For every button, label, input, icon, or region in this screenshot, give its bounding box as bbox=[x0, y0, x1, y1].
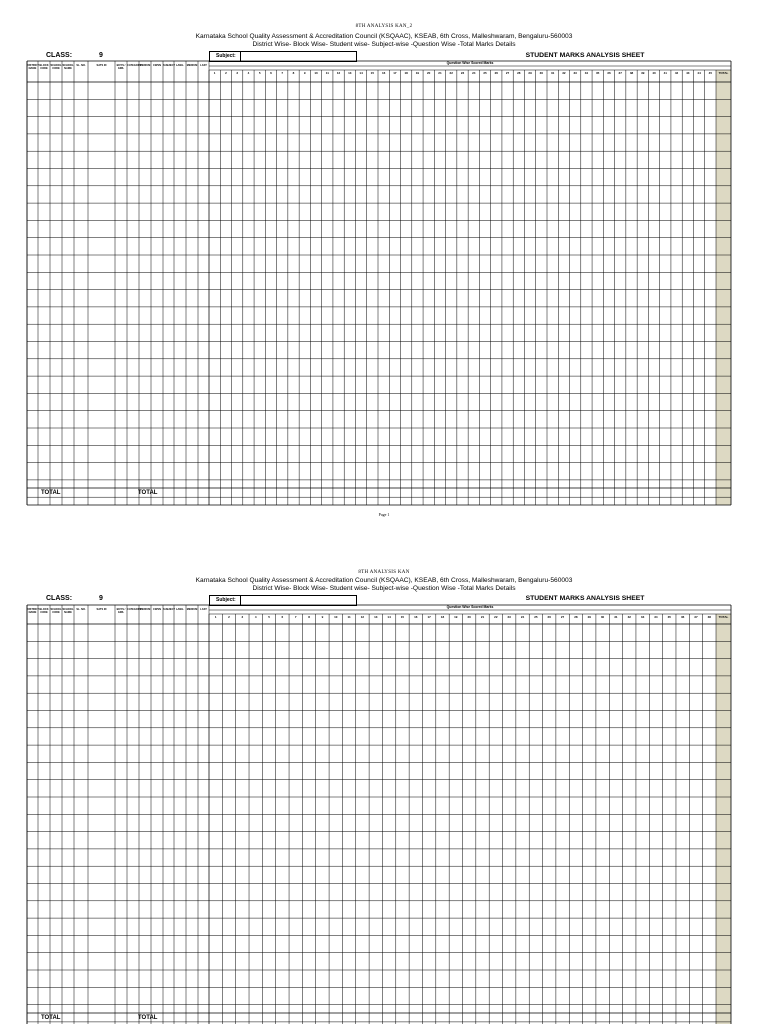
question-number: 24 bbox=[520, 614, 525, 619]
question-number: 12 bbox=[336, 70, 341, 75]
question-number: 1 bbox=[214, 614, 217, 619]
question-number: 28 bbox=[517, 70, 521, 75]
question-number: 24 bbox=[472, 70, 476, 75]
question-number: 6 bbox=[281, 614, 284, 619]
subject-label: Subject: bbox=[216, 597, 236, 603]
column-header: SATS ID bbox=[96, 608, 107, 611]
question-number: 6 bbox=[270, 70, 272, 75]
question-number: 27 bbox=[505, 70, 510, 75]
column-header: LANG. bbox=[175, 608, 185, 611]
column-header: DISTRICT NAME bbox=[27, 608, 39, 614]
question-number: 37 bbox=[694, 614, 698, 619]
question-number: 9 bbox=[303, 70, 306, 75]
question-number: 39 bbox=[641, 70, 645, 75]
column-header: SATS ID bbox=[96, 64, 107, 67]
question-number: 23 bbox=[507, 614, 511, 619]
organization-line: Karnataka School Quality Assessment & Accreditation Council (KSQAAC), KSEAB, 6th Cross, Malleshwaram, Bengaluru-560003 bbox=[195, 33, 573, 40]
question-number: 31 bbox=[614, 614, 618, 619]
column-header: BLOCK CODE bbox=[39, 64, 49, 70]
sheet-page-2 bbox=[0, 560, 768, 1024]
question-number: 22 bbox=[494, 614, 498, 619]
question-number: 25 bbox=[534, 614, 538, 619]
question-group-header: Question Wise Scored Marks bbox=[446, 60, 494, 65]
organization-line: Karnataka School Quality Assessment & Accreditation Council (KSQAAC), KSEAB, 6th Cross, Malleshwaram, Bengaluru-560003 bbox=[195, 577, 573, 584]
question-number: 17 bbox=[427, 614, 431, 619]
class-value: 9 bbox=[99, 52, 103, 59]
question-number: 40 bbox=[652, 70, 656, 75]
question-number: 37 bbox=[618, 70, 622, 75]
document-tag: 8TH ANALYSIS KAN bbox=[358, 570, 410, 575]
column-header: SUBJECT bbox=[163, 64, 176, 67]
total-column-fill bbox=[716, 70, 731, 505]
question-number: 21 bbox=[438, 70, 442, 75]
question-number: 31 bbox=[550, 70, 555, 75]
question-number: 26 bbox=[494, 70, 498, 75]
question-number: 19 bbox=[415, 70, 420, 75]
question-number: 32 bbox=[562, 70, 566, 75]
total-row-label: TOTAL bbox=[41, 490, 61, 496]
question-group-header: Question Wise Scored Marks bbox=[446, 604, 494, 609]
column-header: BOYS / GIRL bbox=[116, 608, 126, 614]
question-number: 45 bbox=[708, 70, 713, 75]
column-header: CATEGORY bbox=[127, 608, 142, 611]
column-header: CWSN bbox=[153, 608, 161, 611]
question-number: 43 bbox=[686, 70, 690, 75]
question-number: 15 bbox=[370, 70, 375, 75]
question-number: 23 bbox=[460, 70, 465, 75]
column-header: SCHOOL NAME bbox=[62, 608, 74, 614]
question-number: 29 bbox=[587, 614, 591, 619]
question-number: 16 bbox=[381, 70, 386, 75]
column-header: MEDIUM bbox=[186, 64, 198, 67]
question-number: 4 bbox=[247, 70, 250, 75]
document-tag: 8TH ANALYSIS KAN_2 bbox=[355, 24, 413, 29]
sheet-title: STUDENT MARKS ANALYSIS SHEET bbox=[525, 595, 645, 602]
question-number: 3 bbox=[236, 70, 238, 75]
question-number: 20 bbox=[427, 70, 431, 75]
question-number: 34 bbox=[584, 70, 589, 75]
question-number: 29 bbox=[528, 70, 532, 75]
question-number: 14 bbox=[359, 70, 363, 75]
total-column-header: TOTAL bbox=[718, 70, 729, 75]
question-number: 38 bbox=[707, 614, 711, 619]
column-header: CATEGORY bbox=[127, 64, 142, 67]
total-column-fill bbox=[716, 614, 731, 1024]
question-number: 3 bbox=[241, 614, 244, 619]
question-number: 8 bbox=[308, 614, 310, 619]
question-number: 20 bbox=[467, 614, 471, 619]
question-number: 8 bbox=[292, 70, 295, 75]
total-column-header: TOTAL bbox=[718, 614, 729, 619]
question-number: 12 bbox=[360, 614, 365, 619]
question-number: 41 bbox=[663, 70, 667, 75]
question-number: 11 bbox=[347, 614, 351, 619]
question-number: 30 bbox=[600, 614, 605, 619]
question-number: 25 bbox=[483, 70, 487, 75]
marks-table-grid bbox=[0, 560, 768, 1024]
question-number: 10 bbox=[314, 70, 318, 75]
question-number: 19 bbox=[454, 614, 458, 619]
question-number: 35 bbox=[596, 70, 600, 75]
question-number: 35 bbox=[667, 614, 671, 619]
report-description: District Wise- Block Wise- Student wise- Subject-wise -Question Wise -Total Marks Details bbox=[252, 41, 516, 48]
page-number: Page 1 bbox=[378, 512, 390, 517]
question-number: 7 bbox=[281, 70, 284, 75]
column-header: SL. NO. bbox=[76, 608, 86, 611]
question-number: 16 bbox=[414, 614, 418, 619]
class-label: CLASS: bbox=[46, 52, 73, 59]
subject-label: Subject: bbox=[216, 53, 236, 59]
question-number: 27 bbox=[560, 614, 565, 619]
column-header: MEDIUM bbox=[186, 608, 198, 611]
question-number: 22 bbox=[449, 70, 453, 75]
column-header: SUBJECT bbox=[163, 608, 176, 611]
question-number: 15 bbox=[400, 614, 405, 619]
column-header: SCHOOL CODE bbox=[50, 608, 62, 614]
column-header: LAST bbox=[200, 608, 207, 611]
column-header: LANG. bbox=[175, 64, 185, 67]
column-header: SCHOOL CODE bbox=[50, 64, 62, 70]
question-number: 38 bbox=[629, 70, 634, 75]
question-number: 9 bbox=[321, 614, 324, 619]
column-header: LAST bbox=[200, 64, 207, 67]
column-header: BLOCK CODE bbox=[39, 608, 49, 614]
column-header: SL. NO. bbox=[76, 64, 86, 67]
question-number: 11 bbox=[325, 70, 329, 75]
column-header: SCHOOL NAME bbox=[62, 64, 74, 70]
question-number: 13 bbox=[374, 614, 378, 619]
question-number: 44 bbox=[697, 70, 701, 75]
question-number: 33 bbox=[573, 70, 577, 75]
question-number: 28 bbox=[574, 614, 578, 619]
report-description: District Wise- Block Wise- Student wise- Subject-wise -Question Wise -Total Marks Details bbox=[252, 585, 516, 592]
sheet-title: STUDENT MARKS ANALYSIS SHEET bbox=[525, 52, 645, 59]
column-header: DISTRICT NAME bbox=[27, 64, 39, 70]
class-value: 9 bbox=[99, 595, 103, 602]
question-number: 2 bbox=[228, 614, 230, 619]
question-number: 17 bbox=[393, 70, 397, 75]
question-number: 33 bbox=[640, 614, 645, 619]
question-number: 13 bbox=[348, 70, 352, 75]
question-number: 18 bbox=[440, 614, 445, 619]
total-row-label: TOTAL bbox=[138, 1015, 158, 1021]
question-number: 42 bbox=[674, 70, 679, 75]
question-number: 10 bbox=[334, 614, 338, 619]
class-label: CLASS: bbox=[46, 595, 73, 602]
question-number: 32 bbox=[627, 614, 631, 619]
question-number: 34 bbox=[654, 614, 658, 619]
question-number: 1 bbox=[213, 70, 216, 75]
question-number: 30 bbox=[539, 70, 544, 75]
question-number: 5 bbox=[258, 70, 261, 75]
question-number: 26 bbox=[547, 614, 551, 619]
question-number: 36 bbox=[607, 70, 611, 75]
question-number: 18 bbox=[404, 70, 408, 75]
question-number: 7 bbox=[294, 614, 297, 619]
question-number: 36 bbox=[680, 614, 685, 619]
question-number: 14 bbox=[387, 614, 391, 619]
column-header: MEDIUM bbox=[139, 608, 151, 611]
column-header: MEDIUM bbox=[139, 64, 151, 67]
column-header: BOYS / GIRL bbox=[116, 64, 126, 70]
question-number: 4 bbox=[254, 614, 257, 619]
question-number: 21 bbox=[480, 614, 485, 619]
question-number: 5 bbox=[268, 614, 270, 619]
total-row-label: TOTAL bbox=[138, 490, 158, 496]
column-header: CWSN bbox=[153, 64, 161, 67]
total-row-label: TOTAL bbox=[41, 1015, 61, 1021]
question-number: 2 bbox=[225, 70, 227, 75]
